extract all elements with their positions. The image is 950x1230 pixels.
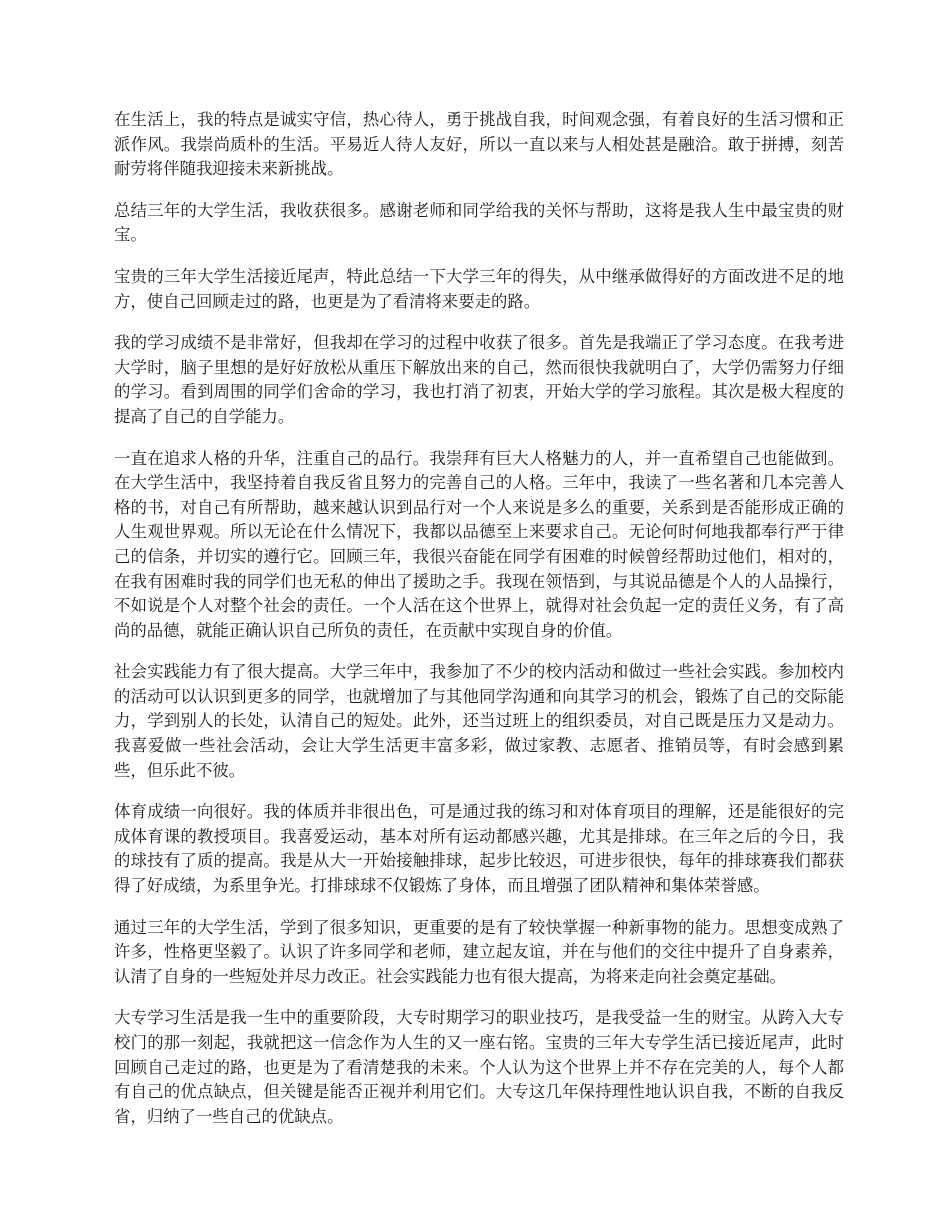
document-body xyxy=(114,108,844,1146)
paragraph-6: 社会实践能力有了很大提高。大学三年中，我参加了不少的校内活动和做过一些社会实践。参加校内的活动可以认识到更多的同学，也就增加了与其他同学沟通和向其学习的机会，锻炼了自己的交际能力，学到别人的长处，认清自己的短处。此外，还当过班上的组织委员，对自己既是压力又是动力。我喜爱做一些社会活动，会让大学生活更丰富多彩，做过家教、志愿者、推销员等，有时会感到累些，但乐此不彼。 xyxy=(114,662,844,780)
paragraph-8: 通过三年的大学生活，学到了很多知识，更重要的是有了较快掌握一种新事物的能力。思想变成熟了许多，性格更坚毅了。认识了许多同学和老师，建立起友谊，并在与他们的交往中提升了自身素养，认清了自身的一些短处并尽力改正。社会实践能力也有很大提高，为将来走向社会奠定基础。 xyxy=(114,917,844,986)
paragraph-2: 总结三年的大学生活，我收获很多。感谢老师和同学给我的关怀与帮助，这将是我人生中最宝贵的财宝。 xyxy=(114,200,844,245)
paragraph-4: 我的学习成绩不是非常好，但我却在学习的过程中收获了很多。首先是我端正了学习态度。在我考进大学时，脑子里想的是好好放松从重压下解放出来的自己，然而很快我就明白了，大学仍需努力仔细的学习。看到周围的同学们舍命的学习，我也打消了初衷，开始大学的学习旅程。其次是极大程度的提高了自己的自学能力。 xyxy=(114,333,844,426)
paragraph-5: 一直在追求人格的升华，注重自己的品行。我崇拜有巨大人格魅力的人，并一直希望自己也能做到。在大学生活中，我坚持着自我反省且努力的完善自己的人格。三年中，我读了一些名著和几本完善人格的书，对自己有所帮助，越来越认识到品行对一个人来说是多么的重要，关系到是否能形成正确的人生观世界观。所以无论在什么情况下，我都以品德至上来要求自己。无论何时何地我都奉行严于律己的信条，并切实的遵行它。回顾三年，我很兴奋能在同学有困难的时候曾经帮助过他们，相对的，在我有困难时我的同学们也无私的伸出了援助之手。我现在领悟到，与其说品德是个人的人品操行，不如说是个人对整个社会的责任。一个人活在这个世界上，就得对社会负起一定的责任义务，有了高尚的品德，就能正确认识自己所负的责任，在贡献中实现自身的价值。 xyxy=(114,448,844,640)
paragraph-7: 体育成绩一向很好。我的体质并非很出色，可是通过我的练习和对体育项目的理解，还是能很好的完成体育课的教授项目。我喜爱运动，基本对所有运动都感兴趣，尤其是排球。在三年之后的今日，我的球技有了质的提高。我是从大一开始接触排球，起步比较迟，可进步很快，每年的排球赛我们都获得了好成绩，为系里争光。打排球球不仅锻炼了身体，而且增强了团队精神和集体荣誉感。 xyxy=(114,802,844,896)
paragraph-9: 大专学习生活是我一生中的重要阶段，大专时期学习的职业技巧，是我受益一生的财宝。从跨入大专校门的那一刻起，我就把这一信念作为人生的又一座右铭。宝贵的三年大专学生活已接近尾声，此时回顾自己走过的路，也更是为了看清楚我的未来。个人认为这个世界上并不存在完美的人，每个人都有自己的优点缺点，但关键是能否正视并利用它们。大专这几年保持理性地认识自我，不断的自我反省，归纳了一些自己的优缺点。 xyxy=(114,1008,844,1126)
paragraph-1: 在生活上，我的特点是诚实守信，热心待人，勇于挑战自我，时间观念强，有着良好的生活习惯和正派作风。我崇尚质朴的生活。平易近人待人友好，所以一直以来与人相处甚是融洽。敢于拼搏，刻苦耐劳将伴随我迎接未来新挑战。 xyxy=(114,110,844,179)
paragraph-3: 宝贵的三年大学生活接近尾声，特此总结一下大学三年的得失，从中继承做得好的方面改进不足的地方，使自己回顾走过的路，也更是为了看清将来要走的路。 xyxy=(114,266,844,311)
